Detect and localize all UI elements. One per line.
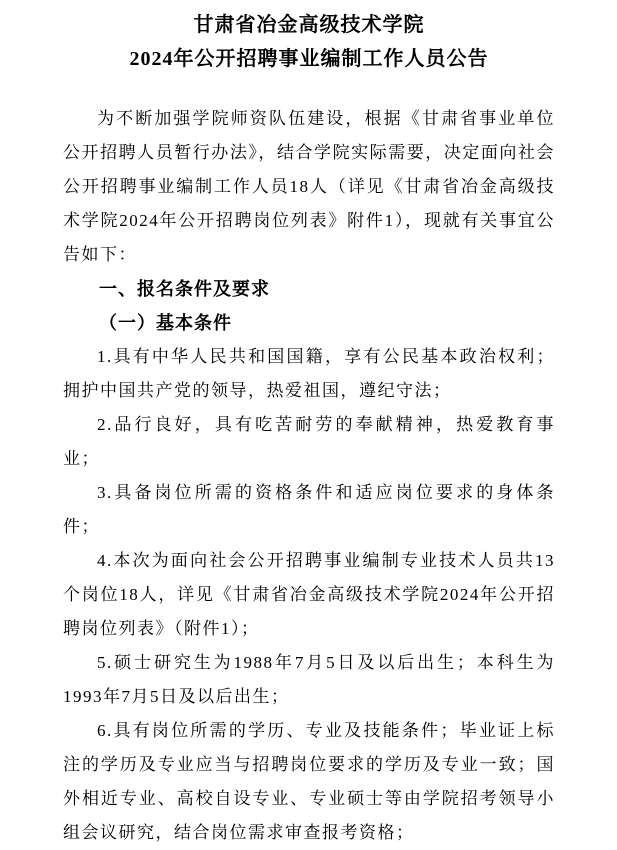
title-line-2: 2024年公开招聘事业编制工作人员公告 bbox=[129, 48, 489, 70]
title-line-1: 甘肃省冶金高级技术学院 bbox=[193, 14, 425, 36]
condition-item-2: 2.品行良好，具有吃苦耐劳的奉献精神，热爱教育事业； bbox=[63, 415, 555, 468]
subsection-heading-basic-conditions: （一）基本条件 bbox=[99, 313, 232, 333]
condition-item-3: 3.具备岗位所需的资格条件和适应岗位要求的身体条件； bbox=[63, 483, 555, 536]
condition-item-6: 6.具有岗位所需的学历、专业及技能条件；毕业证上标注的学历及专业应当与招聘岗位要求的学历及专业一致；国外相近专业、高校自设专业、专业硕士等由学院招考领导小组会议研究，结合岗位需求审查报考资格； bbox=[63, 721, 555, 842]
condition-item-1: 1.具有中华人民共和国国籍，享有公民基本政治权利；拥护中国共产党的领导，热爱祖国，遵纪守法； bbox=[63, 347, 555, 400]
condition-item-4: 4.本次为面向社会公开招聘事业编制专业技术人员共13个岗位18人，详见《甘肃省冶金高级技术学院2024年公开招聘岗位列表》（附件1）； bbox=[63, 551, 555, 638]
section-heading-application-conditions: 一、报名条件及要求 bbox=[99, 279, 270, 299]
intro-paragraph: 为不断加强学院师资队伍建设，根据《甘肃省事业单位公开招聘人员暂行办法》，结合学院实际需要，决定面向社会公开招聘事业编制工作人员18人（详见《甘肃省冶金高级技术学院2024年公开招聘岗位列表》附件1），现就有关事宜公告如下： bbox=[63, 109, 555, 264]
condition-item-5: 5.硕士研究生为1988年7月5日及以后出生；本科生为1993年7月5日及以后出生； bbox=[63, 653, 555, 706]
document-title bbox=[63, 8, 555, 76]
